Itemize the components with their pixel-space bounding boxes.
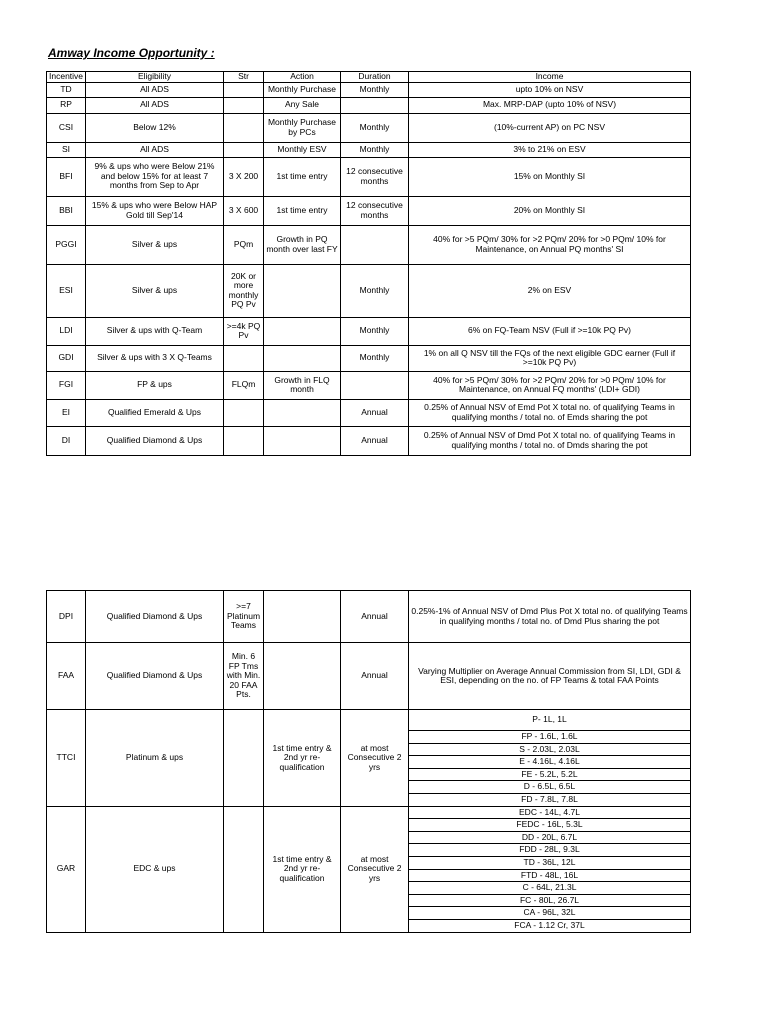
header-duration: Duration xyxy=(341,72,409,83)
cell-eligibility: Below 12% xyxy=(86,113,224,142)
cell-str xyxy=(224,97,264,113)
cell-incentive: CSI xyxy=(47,113,86,142)
table-row xyxy=(47,142,691,157)
cell-action: Monthly Purchase xyxy=(264,82,341,97)
cell-income-tier: TD - 36L, 12L xyxy=(409,856,691,869)
cell-income: 0.25%-1% of Annual NSV of Dmd Plus Pot X total no. of qualifying Teams in qualifying months / total no. of Dmd Plus sharing the pot xyxy=(409,591,691,643)
table-row xyxy=(47,399,691,426)
cell-income-tier: FTD - 48L, 16L xyxy=(409,869,691,882)
incentive-table-continued xyxy=(46,590,691,933)
cell-str xyxy=(224,142,264,157)
table-row xyxy=(47,97,691,113)
cell-str xyxy=(224,82,264,97)
cell-str: >=7 Platinum Teams xyxy=(224,591,264,643)
cell-duration: Monthly xyxy=(341,113,409,142)
header-income: Income xyxy=(409,72,691,83)
table-row xyxy=(47,225,691,264)
table-row xyxy=(47,157,691,196)
table-row-dpi xyxy=(47,591,691,643)
cell-income: 1% on all Q NSV till the FQs of the next eligible GDC earner (Full if >=10k PQ Pv) xyxy=(409,345,691,371)
incentive-table-main xyxy=(46,71,691,456)
cell-income: 0.25% of Annual NSV of Emd Pot X total no. of qualifying Teams in qualifying months / total no. of Emds sharing the pot xyxy=(409,399,691,426)
cell-income: 3% to 21% on ESV xyxy=(409,142,691,157)
cell-str xyxy=(224,806,264,932)
cell-incentive: TD xyxy=(47,82,86,97)
cell-incentive: ESI xyxy=(47,264,86,317)
cell-eligibility: Qualified Diamond & Ups xyxy=(86,643,224,710)
cell-eligibility: All ADS xyxy=(86,142,224,157)
cell-eligibility: Qualified Emerald & Ups xyxy=(86,399,224,426)
cell-duration xyxy=(341,97,409,113)
header-eligibility: Eligibility xyxy=(86,72,224,83)
table-row xyxy=(47,371,691,399)
cell-action: Monthly ESV xyxy=(264,142,341,157)
cell-income: 6% on FQ-Team NSV (Full if >=10k PQ Pv) xyxy=(409,317,691,345)
cell-eligibility: 15% & ups who were Below HAP Gold till Sep'14 xyxy=(86,196,224,225)
cell-action: 1st time entry xyxy=(264,196,341,225)
cell-duration: 12 consecutive months xyxy=(341,157,409,196)
cell-income: 20% on Monthly SI xyxy=(409,196,691,225)
cell-action xyxy=(264,345,341,371)
cell-eligibility: EDC & ups xyxy=(86,806,224,932)
cell-incentive: GAR xyxy=(47,806,86,932)
cell-action: Any Sale xyxy=(264,97,341,113)
cell-incentive: LDI xyxy=(47,317,86,345)
cell-income: (10%-current AP) on PC NSV xyxy=(409,113,691,142)
cell-action xyxy=(264,264,341,317)
table-row-gar xyxy=(47,806,691,819)
cell-duration: at most Consecutive 2 yrs xyxy=(341,806,409,932)
cell-incentive: TTCI xyxy=(47,710,86,807)
cell-str: Min. 6 FP Tms with Min. 20 FAA Pts. xyxy=(224,643,264,710)
cell-duration: Annual xyxy=(341,426,409,455)
cell-str xyxy=(224,399,264,426)
cell-action: Monthly Purchase by PCs xyxy=(264,113,341,142)
cell-duration: Monthly xyxy=(341,264,409,317)
cell-income-tier: FEDC - 16L, 5.3L xyxy=(409,819,691,832)
cell-duration: Monthly xyxy=(341,82,409,97)
cell-action xyxy=(264,399,341,426)
cell-action: Growth in FLQ month xyxy=(264,371,341,399)
table-row xyxy=(47,426,691,455)
table-row xyxy=(47,196,691,225)
cell-eligibility: 9% & ups who were Below 21% and below 15% for at least 7 months from Sep to Apr xyxy=(86,157,224,196)
cell-str: 3 X 200 xyxy=(224,157,264,196)
cell-incentive: FAA xyxy=(47,643,86,710)
cell-eligibility: FP & ups xyxy=(86,371,224,399)
cell-incentive: BBI xyxy=(47,196,86,225)
cell-incentive: DPI xyxy=(47,591,86,643)
cell-duration: Monthly xyxy=(341,142,409,157)
table-row xyxy=(47,317,691,345)
cell-incentive: PGGI xyxy=(47,225,86,264)
cell-income: Varying Multiplier on Average Annual Commission from SI, LDI, GDI & ESI, depending on the no. of FP Teams & total FAA Points xyxy=(409,643,691,710)
cell-income: 0.25% of Annual NSV of Dmd Pot X total no. of qualifying Teams in qualifying months / total no. of Dmds sharing the pot xyxy=(409,426,691,455)
cell-incentive: BFI xyxy=(47,157,86,196)
cell-action xyxy=(264,643,341,710)
cell-income-tier: S - 2.03L, 2.03L xyxy=(409,743,691,756)
cell-action xyxy=(264,591,341,643)
cell-income-tier: FP - 1.6L, 1.6L xyxy=(409,731,691,744)
table-header-row xyxy=(47,72,691,83)
cell-income-tier: DD - 20L, 6.7L xyxy=(409,831,691,844)
table-row-ttci xyxy=(47,710,691,731)
page-title: Amway Income Opportunity : xyxy=(48,46,215,60)
cell-income: Max. MRP-DAP (upto 10% of NSV) xyxy=(409,97,691,113)
table-row xyxy=(47,113,691,142)
cell-str xyxy=(224,426,264,455)
cell-eligibility: All ADS xyxy=(86,97,224,113)
header-str: Str xyxy=(224,72,264,83)
cell-str: PQm xyxy=(224,225,264,264)
cell-eligibility: Qualified Diamond & Ups xyxy=(86,426,224,455)
cell-eligibility: Silver & ups with Q-Team xyxy=(86,317,224,345)
cell-action xyxy=(264,426,341,455)
cell-income: 40% for >5 PQm/ 30% for >2 PQm/ 20% for >0 PQm/ 10% for Maintenance, on Annual PQ months' SI xyxy=(409,225,691,264)
cell-income-tier: EDC - 14L, 4.7L xyxy=(409,806,691,819)
cell-action: Growth in PQ month over last FY xyxy=(264,225,341,264)
cell-income-tier: FCA - 1.12 Cr, 37L xyxy=(409,919,691,932)
cell-income-tier: CA - 96L, 32L xyxy=(409,907,691,920)
cell-str xyxy=(224,113,264,142)
cell-action: 1st time entry & 2nd yr re-qualification xyxy=(264,806,341,932)
cell-income-tier: FE - 5.2L, 5.2L xyxy=(409,768,691,781)
cell-duration: at most Consecutive 2 yrs xyxy=(341,710,409,807)
cell-eligibility: Silver & ups xyxy=(86,264,224,317)
cell-incentive: EI xyxy=(47,399,86,426)
table-row-faa xyxy=(47,643,691,710)
cell-duration: Annual xyxy=(341,399,409,426)
header-incentive: Incentive xyxy=(47,72,86,83)
cell-eligibility: All ADS xyxy=(86,82,224,97)
cell-duration: Annual xyxy=(341,643,409,710)
cell-income-tier: FC - 80L, 26.7L xyxy=(409,894,691,907)
cell-duration: Annual xyxy=(341,591,409,643)
cell-incentive: FGI xyxy=(47,371,86,399)
cell-income-tier: P- 1L, 1L xyxy=(409,710,691,731)
cell-duration: Monthly xyxy=(341,345,409,371)
cell-eligibility: Silver & ups xyxy=(86,225,224,264)
cell-income: 40% for >5 PQm/ 30% for >2 PQm/ 20% for >0 PQm/ 10% for Maintenance, on Annual FQ months' (LDI+ GDI) xyxy=(409,371,691,399)
cell-str xyxy=(224,345,264,371)
cell-income-tier: E - 4.16L, 4.16L xyxy=(409,756,691,769)
cell-str xyxy=(224,710,264,807)
cell-action: 1st time entry xyxy=(264,157,341,196)
cell-action: 1st time entry & 2nd yr re-qualification xyxy=(264,710,341,807)
cell-duration xyxy=(341,225,409,264)
cell-eligibility: Qualified Diamond & Ups xyxy=(86,591,224,643)
cell-incentive: GDI xyxy=(47,345,86,371)
cell-income: upto 10% on NSV xyxy=(409,82,691,97)
cell-income-tier: C - 64L, 21.3L xyxy=(409,882,691,895)
cell-income: 15% on Monthly SI xyxy=(409,157,691,196)
cell-action xyxy=(264,317,341,345)
cell-eligibility: Platinum & ups xyxy=(86,710,224,807)
cell-duration: 12 consecutive months xyxy=(341,196,409,225)
cell-incentive: DI xyxy=(47,426,86,455)
cell-eligibility: Silver & ups with 3 X Q-Teams xyxy=(86,345,224,371)
cell-income-tier: FDD - 28L, 9.3L xyxy=(409,844,691,857)
table-row xyxy=(47,345,691,371)
cell-income-tier: D - 6.5L, 6.5L xyxy=(409,781,691,794)
cell-income-tier: FD - 7.8L, 7.8L xyxy=(409,793,691,806)
cell-str: 3 X 600 xyxy=(224,196,264,225)
cell-str: 20K or more monthly PQ Pv xyxy=(224,264,264,317)
cell-duration xyxy=(341,371,409,399)
cell-duration: Monthly xyxy=(341,317,409,345)
cell-incentive: RP xyxy=(47,97,86,113)
header-action: Action xyxy=(264,72,341,83)
cell-str: >=4k PQ Pv xyxy=(224,317,264,345)
cell-str: FLQm xyxy=(224,371,264,399)
table-row xyxy=(47,264,691,317)
table-row xyxy=(47,82,691,97)
cell-income: 2% on ESV xyxy=(409,264,691,317)
cell-incentive: SI xyxy=(47,142,86,157)
